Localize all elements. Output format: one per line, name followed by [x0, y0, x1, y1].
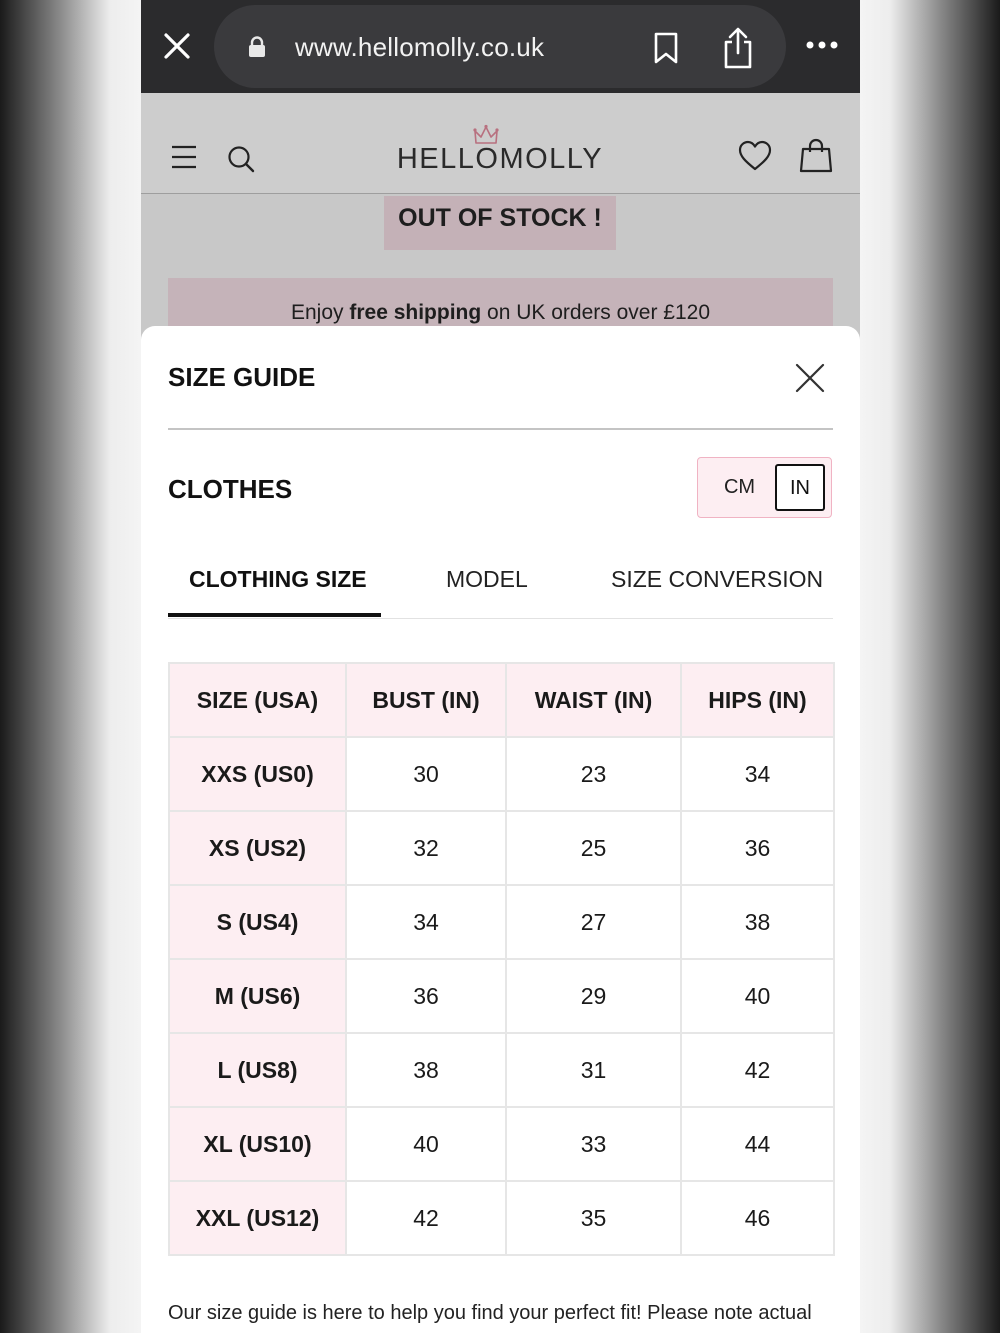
divider	[168, 428, 833, 430]
waist-cell: 31	[506, 1033, 681, 1107]
url-text: www.hellomolly.co.uk	[295, 32, 545, 62]
menu-icon[interactable]	[171, 145, 197, 169]
close-icon[interactable]	[161, 30, 193, 62]
waist-cell: 23	[506, 737, 681, 811]
unit-toggle	[697, 457, 832, 518]
bust-cell: 34	[346, 885, 506, 959]
tab-size-conversion[interactable]: SIZE CONVERSION	[611, 566, 824, 592]
size-cell: XXS (US0)	[169, 737, 346, 811]
modal-title: SIZE GUIDE	[168, 362, 316, 392]
waist-cell: 25	[506, 811, 681, 885]
bust-cell: 30	[346, 737, 506, 811]
header-bust: BUST (IN)	[346, 663, 506, 737]
hips-cell: 42	[681, 1033, 834, 1107]
size-tabs	[168, 546, 833, 619]
bust-cell: 42	[346, 1181, 506, 1255]
table-row	[169, 1033, 834, 1107]
waist-cell: 35	[506, 1181, 681, 1255]
size-cell: S (US4)	[169, 885, 346, 959]
header-size: SIZE (USA)	[169, 663, 346, 737]
hips-cell: 34	[681, 737, 834, 811]
table-row	[169, 1107, 834, 1181]
more-icon[interactable]	[805, 38, 839, 52]
shipping-bold: free shipping	[349, 301, 482, 324]
section-title: CLOTHES	[168, 474, 293, 504]
size-cell: XS (US2)	[169, 811, 346, 885]
hips-cell: 46	[681, 1181, 834, 1255]
site-header	[141, 93, 860, 194]
close-icon[interactable]	[795, 363, 825, 393]
bag-icon[interactable]	[799, 137, 833, 173]
table-row	[169, 959, 834, 1033]
hips-cell: 36	[681, 811, 834, 885]
out-of-stock-badge: OUT OF STOCK !	[384, 196, 616, 250]
bust-cell: 38	[346, 1033, 506, 1107]
share-icon[interactable]	[722, 27, 754, 69]
table-header-row	[169, 663, 834, 737]
table-row	[169, 737, 834, 811]
hips-cell: 38	[681, 885, 834, 959]
unit-cm-button[interactable]: CM	[723, 476, 756, 498]
table-row	[169, 811, 834, 885]
address-bar[interactable]	[214, 5, 786, 88]
bust-cell: 40	[346, 1107, 506, 1181]
hips-cell: 40	[681, 959, 834, 1033]
table-row	[169, 1181, 834, 1255]
size-cell: M (US6)	[169, 959, 346, 1033]
size-guide-modal	[141, 326, 860, 1333]
size-guide-note: Our size guide is here to help you find your perfect fit! Please note actual	[168, 1302, 812, 1324]
phone-screen	[141, 0, 860, 1333]
lock-icon	[248, 36, 266, 58]
search-icon[interactable]	[227, 145, 255, 173]
hips-cell: 44	[681, 1107, 834, 1181]
browser-bar	[141, 0, 860, 93]
tab-model[interactable]: MODEL	[446, 566, 528, 592]
unit-in-button[interactable]: IN	[775, 464, 825, 511]
waist-cell: 33	[506, 1107, 681, 1181]
shipping-prefix: Enjoy	[290, 301, 350, 324]
header-hips: HIPS (IN)	[681, 663, 834, 737]
size-cell: XL (US10)	[169, 1107, 346, 1181]
header-waist: WAIST (IN)	[506, 663, 681, 737]
shipping-suffix: on UK orders over £120	[481, 301, 711, 324]
size-cell: XXL (US12)	[169, 1181, 346, 1255]
bookmark-icon[interactable]	[653, 32, 679, 64]
size-table	[168, 662, 835, 1256]
bust-cell: 36	[346, 959, 506, 1033]
waist-cell: 29	[506, 959, 681, 1033]
logo-text: HELLOMOLLY	[396, 143, 604, 175]
waist-cell: 27	[506, 885, 681, 959]
tab-clothing-size[interactable]: CLOTHING SIZE	[189, 566, 367, 592]
active-tab-indicator	[168, 613, 381, 617]
heart-icon[interactable]	[738, 140, 772, 172]
site-logo[interactable]	[393, 124, 607, 180]
table-row	[169, 885, 834, 959]
size-cell: L (US8)	[169, 1033, 346, 1107]
bust-cell: 32	[346, 811, 506, 885]
